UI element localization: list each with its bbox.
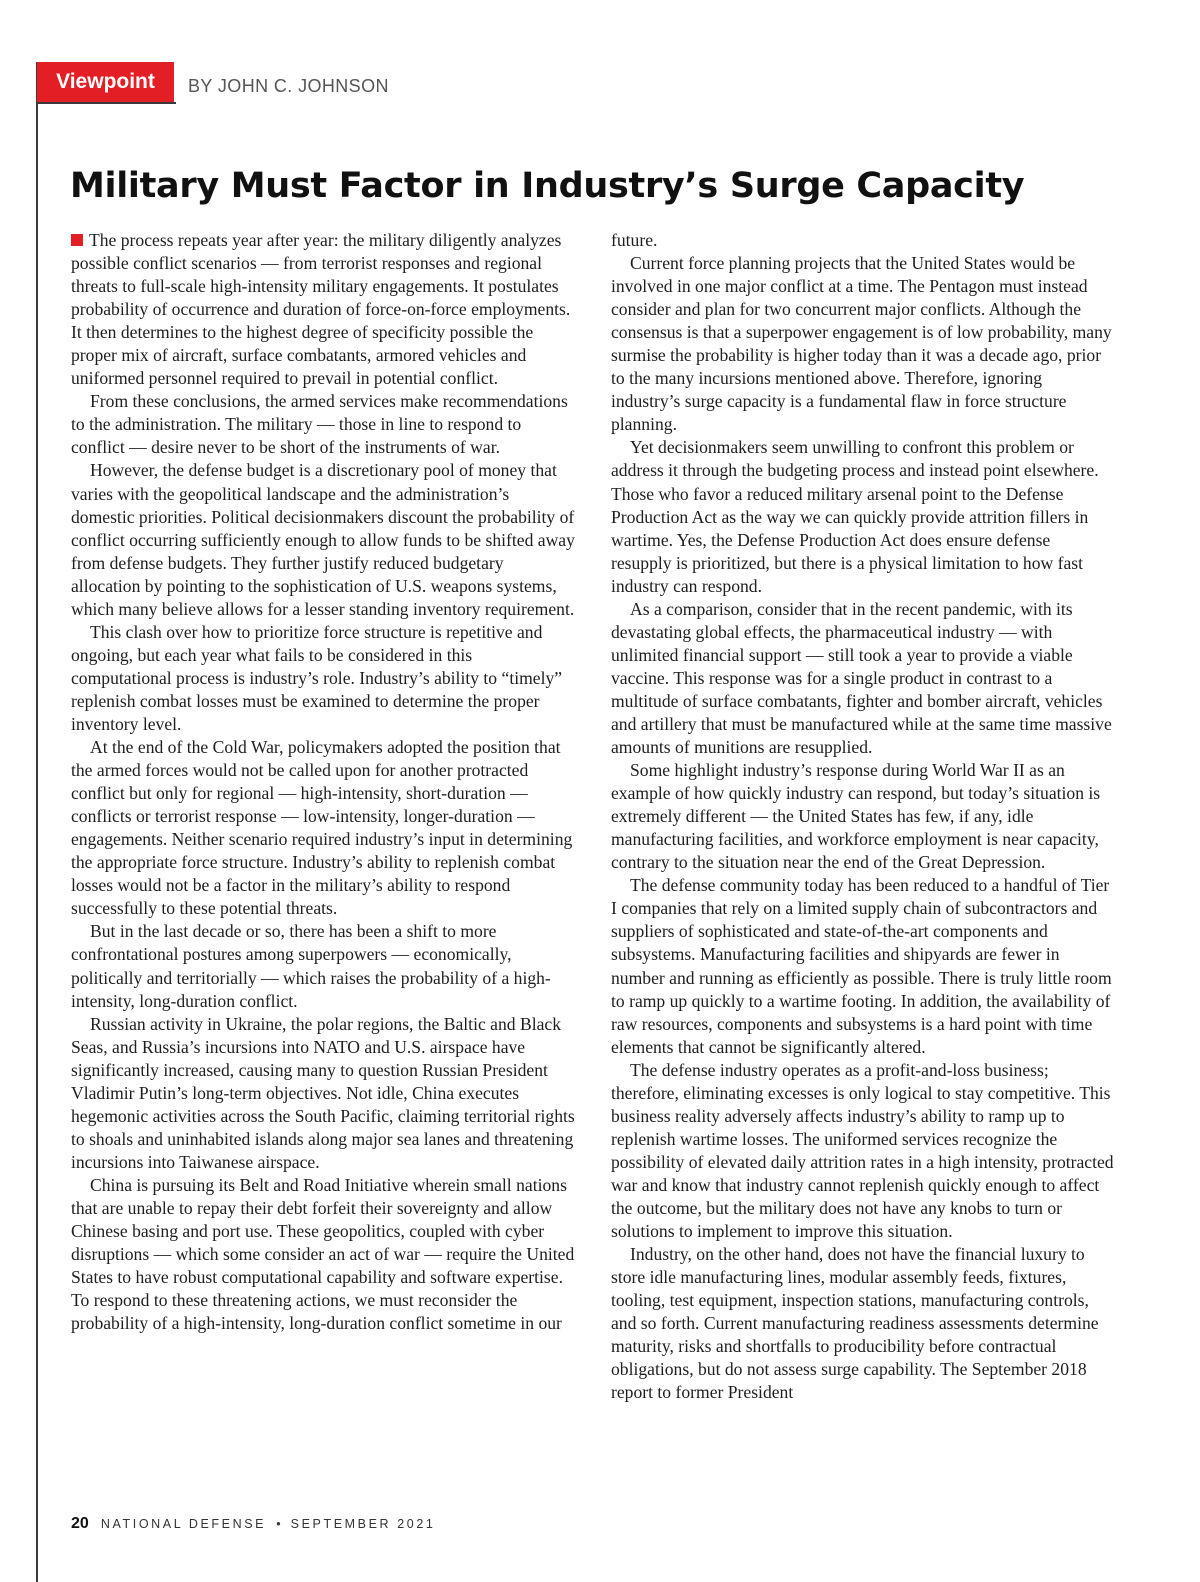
footer-separator: • — [276, 1517, 281, 1531]
paragraph: The defense community today has been reduced to a handful of Tier I companies that rely on a limited supply chain of subcontractors and suppliers of sophisticated and state-of-the-art components and subsystems. Manufacturing facilities and shipyards are fewer in number and running as efficiently as possible. There is truly little room to ramp up quickly to a wartime footing. In addition, the availability of raw resources, components and subsystems is a hard point with time elements that cannot be significantly altered. — [611, 875, 1112, 1057]
paragraph-continuation: future. — [611, 230, 658, 250]
publication-name: NATIONAL DEFENSE — [100, 1517, 267, 1531]
page-footer — [71, 1512, 435, 1536]
issue-date: SEPTEMBER 2021 — [290, 1517, 436, 1531]
paragraph: Current force planning projects that the United States would be involved in one major conflict at a time. The Pentagon must instead consider and plan for two concurrent major conflicts. Although the consensus is that a superpower engagement is of low probability, many surmise the probability is higher today than it was a decade ago, prior to the many incursions mentioned above. Therefore, ignoring industry’s surge capacity is a fundamental flaw in force structure planning. — [611, 253, 1112, 435]
lead-paragraph — [71, 229, 575, 390]
paragraph: This clash over how to prioritize force structure is repetitive and ongoing, but each year what fails to be considered in this computational process is industry’s role. Industry’s ability to “timely” replenish combat losses must be examined to determine the proper inventory level. — [71, 621, 563, 734]
paragraph: As a comparison, consider that in the recent pandemic, with its devastating global effects, the pharmaceutical industry — with unlimited financial support — still took a year to provide a viable vaccine. This response was for a single product in contrast to a multitude of surface combatants, fighter and bomber aircraft, vehicles and artillery that must be manufactured while at the same time massive amounts of munitions are resupplied. — [611, 598, 1112, 758]
left-margin-rule — [36, 62, 38, 1582]
section-tag: Viewpoint — [37, 62, 174, 102]
header-rule — [36, 102, 176, 104]
byline: BY JOHN C. JOHNSON — [188, 76, 389, 96]
paragraph: China is pursuing its Belt and Road Initiative wherein small nations that are unable to repay their debt forfeit their sovereignty and allow Chinese basing and port use. These geopolitics, coupled with cyber disruptions — which some consider an act of war — require the United States to have robust computational capability and software expertise. To respond to these threatening actions, we must reconsider the probability of a high-intensity, long-duration conflict sometime in our — [71, 1174, 575, 1334]
paragraph: Industry, on the other hand, does not have the financial luxury to store idle manufacturing lines, modular assembly feeds, fixtures, tooling, test equipment, inspection stations, manufacturing controls, and so forth. Current manufacturing readiness assessments determine maturity, risks and shortfalls to producibility before contractual obligations, but do not assess surge capability. The September 2018 report to former President — [611, 1244, 1099, 1403]
lead-bullet-icon — [71, 234, 83, 246]
paragraph: Russian activity in Ukraine, the polar regions, the Baltic and Black Seas, and Russia’s incursions into NATO and U.S. airspace have significantly increased, causing many to question Russian President Vladimir Putin’s long-term objectives. Not idle, China executes hegemonic activities across the South Pacific, claiming territorial rights to shoals and uninhabited islands along major sea lanes and threatening incursions into Taiwanese airspace. — [71, 1013, 575, 1172]
article-column-right — [611, 229, 1115, 1494]
paragraph: However, the defense budget is a discretionary pool of money that varies with the geopolitical landscape and the administration’s domestic priorities. Political decisionmakers discount the probability of conflict occurring sufficiently enough to allow funds to be shifted away from defense budgets. They further justify reduced budgetary allocation by pointing to the sophistication of U.S. weapons systems, which many believe allows for a lesser standing inventory requirement. — [71, 460, 575, 619]
page-number: 20 — [71, 1515, 89, 1532]
paragraph: Some highlight industry’s response during World War II as an example of how quickly industry can respond, but today’s situation is extremely different — the United States has few, if any, idle manufacturing facilities, and workforce employment is near capacity, contrary to the situation near the end of the Great Depression. — [611, 760, 1101, 873]
paragraph: Yet decisionmakers seem unwilling to confront this problem or address it through the budgeting process and instead point elsewhere. Those who favor a reduced military arsenal point to the Defense Production Act as the way we can quickly provide attrition fillers in wartime. Yes, the Defense Production Act does ensure defense resupply is prioritized, but there is a physical limitation to how fast industry can respond. — [611, 437, 1099, 596]
paragraph: The defense industry operates as a profit-and-loss business; therefore, eliminating excesses is only logical to stay competitive. This business reality adversely affects industry’s ability to ramp up to replenish wartime losses. The uniformed services recognize the possibility of elevated daily attrition rates in a high intensity, protracted war and know that industry cannot replenish quickly enough to affect the outcome, but the military does not have any knobs to turn or solutions to implement to improve this situation. — [611, 1059, 1114, 1242]
paragraph: From these conclusions, the armed services make recommendations to the administration. The military — those in line to respond to conflict — desire never to be short of the instruments of war. — [71, 391, 568, 458]
article-column-left — [71, 229, 575, 1494]
paragraph: At the end of the Cold War, policymakers adopted the position that the armed forces would not be called upon for another protracted conflict but only for regional — high-intensity, short-duration — conflicts or terrorist response — low-intensity, longer-duration — engagements. Neither scenario required industry’s input in determining the appropriate force structure. Industry’s ability to replenish combat losses would not be a factor in the military’s ability to respond successfully to these potential threats. — [71, 737, 573, 919]
paragraph: But in the last decade or so, there has been a shift to more confrontational postures among superpowers — economically, politically and territorially — which raises the probability of a high-intensity, long-duration conflict. — [71, 921, 551, 1011]
article-title: Military Must Factor in Industry’s Surge Capacity — [70, 166, 1025, 206]
paragraph-text: The process repeats year after year: the military diligently analyzes possible conflict scenarios — from terrorist responses and regional threats to full-scale high-intensity military engagements. It postulates probability of occurrence and duration of force-on-force employments. It then determines to the highest degree of specificity possible the proper mix of aircraft, surface combatants, armored vehicles and uniformed personnel required to prevail in potential conflict. — [71, 230, 571, 389]
